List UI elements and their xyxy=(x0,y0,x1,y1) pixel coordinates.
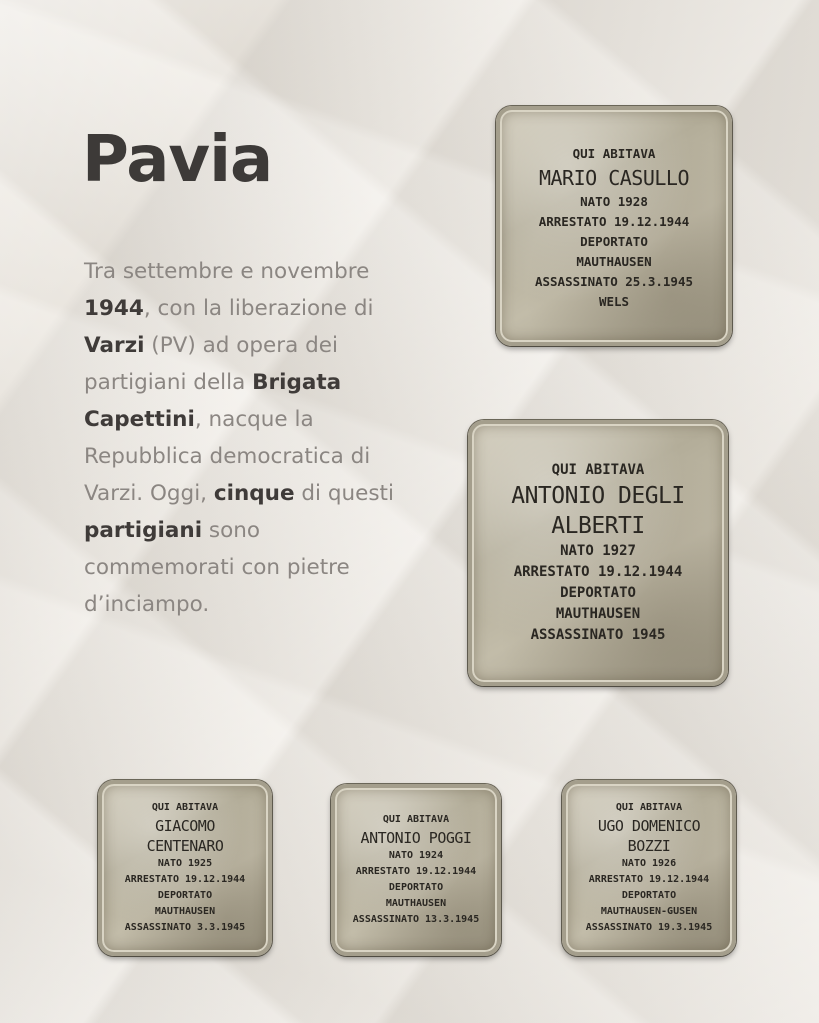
stone-name-line-1: ANTONIO DEGLI xyxy=(511,483,685,509)
stone-name-line-1: GIACOMO xyxy=(155,817,215,835)
stone-arrested: ARRESTATO 19.12.1944 xyxy=(538,214,690,229)
stone-arrested: ARRESTATO 19.12.1944 xyxy=(124,874,246,885)
intro-count: cinque xyxy=(213,481,295,506)
stone-camp: MAUTHAUSEN xyxy=(154,906,216,917)
stone-deported: DEPORTATO xyxy=(560,585,636,601)
stone-header: QUI ABITAVA xyxy=(615,802,683,813)
intro-partisans: partigiani xyxy=(84,518,203,543)
intro-brigade: Brigata Capettini xyxy=(84,370,342,432)
intro-text-6: sono commemorati con pietre d’inciampo. xyxy=(84,518,350,617)
stone-killed: ASSASSINATO 1945 xyxy=(530,627,666,643)
stone-mario-casullo xyxy=(496,106,732,346)
stone-place: WELS xyxy=(598,294,630,309)
stone-header: QUI ABITAVA xyxy=(572,146,656,161)
stone-camp: MAUTHAUSEN-GUSEN xyxy=(600,906,698,917)
stone-name: ANTONIO POGGI xyxy=(360,829,472,847)
stone-killed: ASSASSINATO 25.3.1945 xyxy=(534,274,694,289)
stone-camp: MAUTHAUSEN xyxy=(576,254,652,269)
stone-name-line-2: CENTENARO xyxy=(146,837,224,855)
intro-year: 1944 xyxy=(84,296,144,321)
stone-name: MARIO CASULLO xyxy=(538,166,690,190)
stone-ugo-domenico-bozzi xyxy=(562,780,736,956)
stone-born: NATO 1927 xyxy=(560,543,636,559)
stone-born: NATO 1928 xyxy=(580,194,648,209)
stone-killed: ASSASSINATO 3.3.1945 xyxy=(124,922,246,933)
intro-text-4: , nacque la Repubblica democratica di Varzi. Oggi, xyxy=(84,407,371,506)
stone-arrested: ARRESTATO 19.12.1944 xyxy=(513,564,683,580)
stone-deported: DEPORTATO xyxy=(621,890,677,901)
stone-antonio-degli-alberti xyxy=(468,420,728,686)
stone-name-line-1: UGO DOMENICO xyxy=(597,817,701,835)
stone-killed: ASSASSINATO 19.3.1945 xyxy=(585,922,713,933)
intro-text-2: , con la liberazione di xyxy=(143,296,374,321)
intro-paragraph xyxy=(84,253,414,623)
stone-header: QUI ABITAVA xyxy=(151,802,219,813)
stone-deported: DEPORTATO xyxy=(388,882,444,893)
stone-born: NATO 1926 xyxy=(621,858,677,869)
stone-antonio-poggi xyxy=(331,784,501,956)
stone-name-line-2: BOZZI xyxy=(627,837,671,855)
stone-deported: DEPORTATO xyxy=(580,234,648,249)
stone-arrested: ARRESTATO 19.12.1944 xyxy=(588,874,710,885)
intro-text-3: (PV) ad opera dei partigiani della xyxy=(84,333,338,395)
stone-born: NATO 1924 xyxy=(388,850,444,861)
stone-killed: ASSASSINATO 13.3.1945 xyxy=(352,914,480,925)
intro-text-1: Tra settembre e novembre xyxy=(84,259,370,284)
stone-camp: MAUTHAUSEN xyxy=(555,606,641,622)
stone-name-line-2: ALBERTI xyxy=(551,513,645,539)
intro-text-5: di questi xyxy=(294,481,394,506)
intro-town: Varzi xyxy=(84,333,145,358)
stone-header: QUI ABITAVA xyxy=(382,814,450,825)
stone-camp: MAUTHAUSEN xyxy=(385,898,447,909)
stone-header: QUI ABITAVA xyxy=(551,462,645,478)
stone-deported: DEPORTATO xyxy=(157,890,213,901)
page-title: Pavia xyxy=(82,123,273,197)
stone-born: NATO 1925 xyxy=(157,858,213,869)
stone-arrested: ARRESTATO 19.12.1944 xyxy=(355,866,477,877)
stone-giacomo-centenaro xyxy=(98,780,272,956)
